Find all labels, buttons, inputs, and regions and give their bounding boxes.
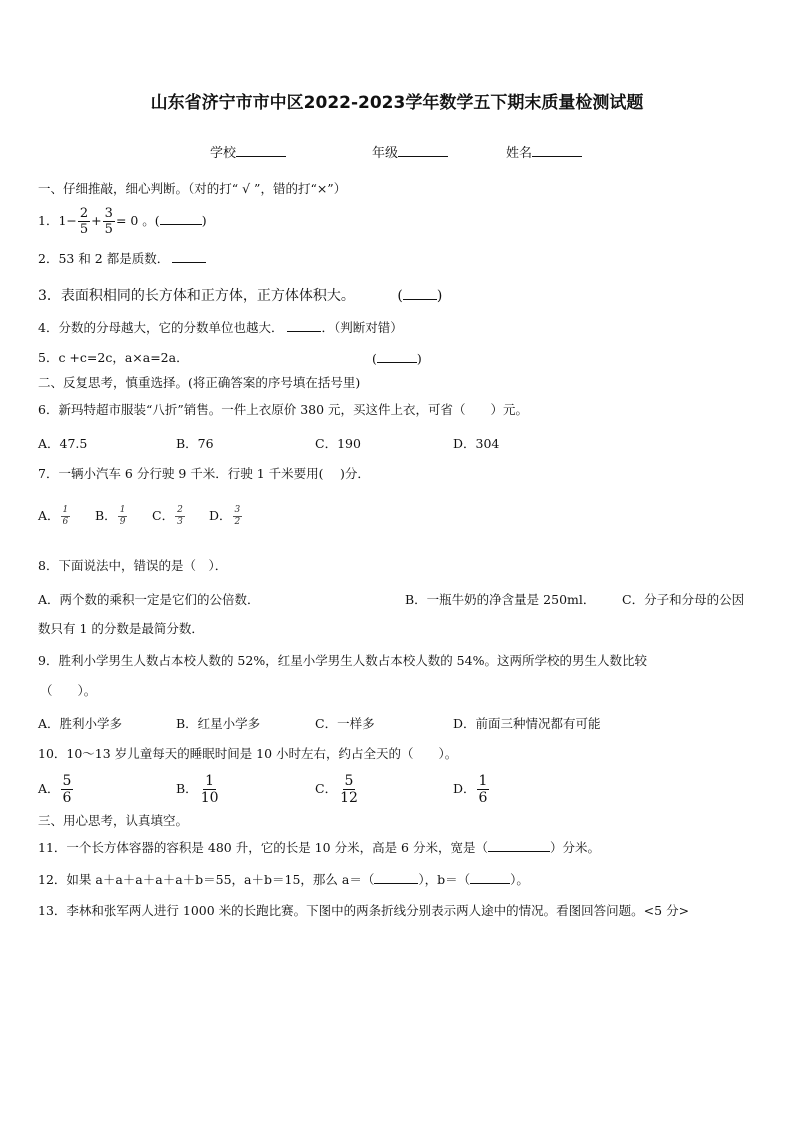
q5-paren-close: ): [416, 351, 422, 366]
q1-term-a: 1−: [58, 213, 77, 228]
q10-option-a[interactable]: [38, 772, 74, 806]
q9-answer-paren: （ ）。: [40, 683, 97, 698]
q11-text-b: ）分米。: [549, 840, 600, 855]
q7-option-a[interactable]: [38, 506, 71, 527]
q9-option-d[interactable]: D．前面三种情况都有可能: [453, 716, 601, 731]
q11-answer-blank[interactable]: [488, 839, 550, 852]
question-1: [38, 206, 207, 236]
q4-text: 4．分数的分母越大，它的分数单位也越大．: [38, 320, 284, 335]
q8-option-a[interactable]: A．两个数的乘积一定是它们的公倍数．: [38, 592, 260, 607]
section-1-heading: 一、仔细推敲，细心判断。（对的打“ √ ”，错的打“×”）: [38, 181, 347, 196]
school-label: 学校: [210, 146, 237, 161]
q10-option-b-fraction: [199, 774, 221, 805]
q5-paren-open: (: [372, 351, 377, 366]
question-3: [38, 287, 442, 304]
q12-text-a: 12．如果 a＋a＋a＋a＋a＋b＝55，a＋b＝15，那么 a＝（: [38, 872, 375, 887]
q10-option-c[interactable]: [315, 772, 361, 806]
q10-option-d-label: D．: [453, 781, 476, 796]
q10-option-d[interactable]: [453, 772, 490, 806]
q6-option-c[interactable]: C．190: [315, 436, 361, 451]
q1-tail: = 0 。(: [115, 213, 160, 228]
school-blank[interactable]: [236, 143, 286, 157]
question-9: 9．胜利小学男生人数占本校人数的 52%，红星小学男生人数占本校人数的 54%。这两所学校的男生人数比较: [38, 653, 647, 668]
q8-option-c-continued: 数只有 1 的分数是最简分数．: [38, 621, 204, 636]
q9-option-c[interactable]: C．一样多: [315, 716, 375, 731]
question-4: [38, 319, 403, 336]
question-13: 13．李林和张军两人进行 1000 米的长跑比赛。下图中的两条折线分别表示两人途中的情况。看图回答问题。<5 分>: [38, 903, 690, 918]
q5-answer: [372, 350, 422, 366]
q6-option-a[interactable]: A．47.5: [38, 436, 88, 451]
question-8: 8．下面说法中，错误的是（ ）．: [38, 558, 228, 573]
q10-option-a-fraction: [61, 774, 74, 805]
name-field[interactable]: [506, 142, 582, 161]
q10-option-c-numerator: 5: [344, 773, 354, 789]
q7-option-c-fraction: [175, 506, 185, 527]
q7-option-b-label: B．: [95, 508, 117, 523]
q5-text: 5．c +c=2c，a×a=2a．: [38, 350, 189, 365]
q1-plus: +: [91, 213, 102, 228]
q1-fraction-1-denominator: 5: [79, 222, 89, 237]
section-2-heading: 二、反复思考，慎重选择。(将正确答案的序号填在括号里): [38, 375, 361, 390]
question-12: [38, 871, 529, 888]
q10-option-a-numerator: 5: [62, 773, 72, 789]
section-3-heading: 三、用心思考，认真填空。: [38, 813, 189, 828]
question-10: 10．10～13 岁儿童每天的睡眠时间是 10 小时左右，约占全天的（ ）。: [38, 746, 458, 761]
q7-option-b[interactable]: [95, 506, 128, 527]
q8-option-c[interactable]: C．分子和分母的公因: [622, 592, 745, 607]
q7-option-c-label: C．: [152, 508, 175, 523]
q9-option-a[interactable]: A．胜利小学多: [38, 716, 123, 731]
q1-number: 1．: [38, 213, 59, 228]
q12-text-b: ），b＝（: [418, 872, 471, 887]
q10-option-c-denominator: 12: [340, 790, 358, 806]
q7-option-c-denominator: 3: [177, 517, 183, 527]
q1-fraction-2-denominator: 5: [104, 222, 113, 237]
q3-text: 3．表面积相同的长方体和正方体，正方体体积大。: [38, 288, 355, 304]
q1-fraction-1: [78, 207, 90, 236]
q7-option-a-denominator: 6: [62, 517, 69, 527]
q11-text-a: 11．一个长方体容器的容积是 480 升，它的长是 10 分米，高是 6 分米，宽是（: [38, 840, 488, 855]
page-title: 山东省济宁市市中区2022-2023学年数学五下期末质量检测试题: [150, 93, 644, 113]
q7-option-b-denominator: 9: [119, 517, 126, 527]
q10-option-d-denominator: 6: [478, 790, 488, 806]
q7-option-d[interactable]: [209, 506, 243, 527]
school-field[interactable]: [210, 142, 286, 161]
q5-answer-blank[interactable]: [377, 350, 417, 363]
q12-text-c: ）。: [510, 872, 529, 887]
question-11: [38, 839, 600, 856]
q10-option-c-label: C．: [315, 781, 338, 796]
name-label: 姓名: [506, 146, 533, 161]
q12-answer-b-blank[interactable]: [470, 871, 510, 884]
q10-option-a-label: A．: [38, 781, 60, 796]
q1-close: ): [201, 213, 207, 228]
q1-fraction-2-numerator: 3: [104, 206, 113, 221]
q7-option-b-numerator: 1: [119, 505, 126, 515]
q10-option-c-fraction: [338, 774, 360, 805]
question-2: [38, 250, 206, 267]
q6-option-d[interactable]: D．304: [453, 436, 500, 451]
q7-option-c[interactable]: [152, 506, 186, 527]
q7-option-d-fraction: [233, 506, 243, 527]
q1-fraction-1-numerator: 2: [79, 206, 89, 221]
question-5: [38, 350, 189, 366]
q10-option-b-numerator: 1: [205, 773, 215, 789]
q3-paren-close: ): [436, 288, 443, 304]
q10-option-d-numerator: 1: [478, 773, 488, 789]
q10-option-b[interactable]: [176, 772, 222, 806]
q4-answer-blank[interactable]: [287, 319, 321, 332]
name-blank[interactable]: [532, 143, 582, 157]
q10-option-b-label: B．: [176, 781, 198, 796]
q10-option-b-denominator: 10: [200, 790, 219, 806]
q6-option-b[interactable]: B．76: [176, 436, 214, 451]
q1-fraction-2: [103, 207, 115, 236]
q7-option-a-numerator: 1: [62, 505, 69, 515]
q7-option-a-label: A．: [38, 508, 60, 523]
q2-answer-blank[interactable]: [172, 250, 206, 263]
q7-option-b-fraction: [118, 506, 128, 527]
q7-option-d-numerator: 3: [234, 505, 241, 515]
q7-option-d-denominator: 2: [234, 517, 241, 527]
q1-answer-blank[interactable]: [160, 212, 202, 225]
q4-tail: ．（判断对错）: [321, 320, 403, 335]
q2-text: 2．53 和 2 都是质数．: [38, 251, 170, 266]
grade-field[interactable]: [372, 142, 448, 161]
question-6: 6．新玛特超市服装“八折”销售。一件上衣原价 380 元，买这件上衣，可省（ ）元。: [38, 402, 529, 417]
q12-answer-a-blank[interactable]: [374, 871, 418, 884]
question-7: 7．一辆小汽车 6 分行驶 9 千米．行驶 1 千米要用( )分．: [38, 466, 370, 481]
q7-option-d-label: D．: [209, 508, 232, 523]
grade-label: 年级: [372, 146, 399, 161]
q8-option-b[interactable]: B．一瓶牛奶的净含量是 250ml．: [405, 592, 596, 607]
q7-option-a-fraction: [61, 506, 71, 527]
q10-option-d-fraction: [477, 774, 490, 805]
q7-option-c-numerator: 2: [177, 505, 183, 515]
q10-option-a-denominator: 6: [62, 790, 72, 806]
grade-blank[interactable]: [398, 143, 448, 157]
q3-answer-blank[interactable]: [403, 287, 437, 300]
q9-option-b[interactable]: B．红星小学多: [176, 716, 261, 731]
q3-paren-open: (: [397, 288, 403, 304]
